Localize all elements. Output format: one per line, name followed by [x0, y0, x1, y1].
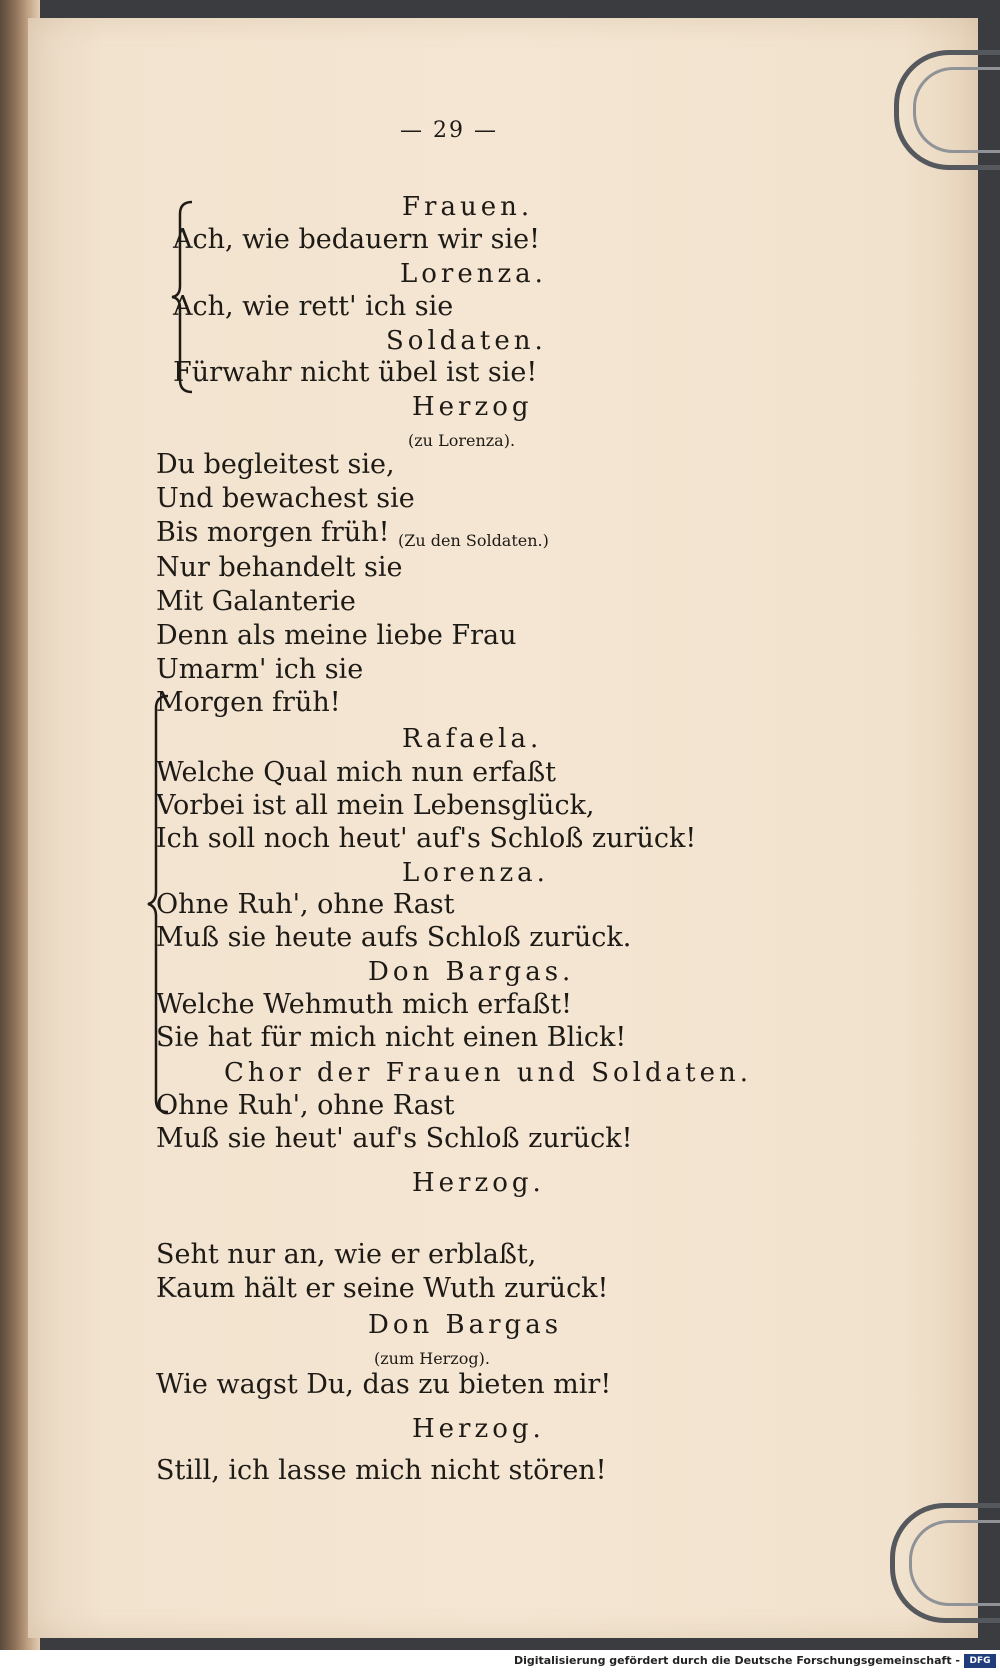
page-clip-bottom: [890, 1503, 1000, 1623]
verse-line: Sie hat für mich nicht einen Blick!: [156, 1022, 627, 1053]
verse-line: Seht nur an, wie er erblaßt,: [156, 1239, 537, 1270]
speaker-lorenza: Lorenza.: [400, 259, 547, 289]
speaker-don-bargas: Don Bargas: [368, 1310, 563, 1340]
verse-line: Umarm' ich sie: [156, 654, 364, 685]
verse-line: Vorbei ist all mein Lebensglück,: [156, 790, 595, 821]
page-clip-top: [894, 50, 1000, 170]
speaker-chor: Chor der Frauen und Soldaten.: [224, 1058, 752, 1088]
footer-bar: [0, 1650, 1000, 1674]
verse-line: Welche Qual mich nun erfaßt: [156, 757, 557, 788]
speaker-herzog: Herzog: [412, 392, 533, 422]
verse-line: Ach, wie rett' ich sie: [173, 291, 454, 322]
verse-line: Wie wagst Du, das zu bieten mir!: [156, 1369, 612, 1400]
clip-inner-top: [913, 67, 1000, 153]
speaker-herzog: Herzog.: [412, 1414, 545, 1444]
book-page: [28, 18, 978, 1638]
funding-credit: Digitalisierung gefördert durch die Deutsche Forschungsgemeinschaft -: [513, 1654, 960, 1667]
dfg-logo: DFG: [964, 1654, 996, 1668]
stage-direction: (zu Lorenza).: [408, 431, 516, 450]
verse-line: Nur behandelt sie: [156, 552, 403, 583]
speaker-frauen: Frauen.: [402, 192, 534, 222]
verse-line: Ich soll noch heut' auf's Schloß zurück!: [156, 823, 697, 854]
verse-line: Ach, wie bedauern wir sie!: [173, 224, 540, 255]
verse-line: Denn als meine liebe Frau: [156, 620, 517, 651]
speaker-don-bargas: Don Bargas.: [368, 957, 575, 987]
verse-line: Muß sie heute aufs Schloß zurück.: [156, 922, 632, 953]
verse-line: Ohne Ruh', ohne Rast: [156, 1090, 455, 1121]
speaker-rafaela: Rafaela.: [402, 724, 543, 754]
stage-direction: (zum Herzog).: [374, 1349, 490, 1368]
speaker-herzog: Herzog.: [412, 1168, 545, 1198]
verse-line: Du begleitest sie,: [156, 449, 395, 480]
verse-line: Bis morgen früh!: [156, 517, 390, 548]
verse-line: Fürwahr nicht übel ist sie!: [173, 357, 538, 388]
stage-direction: (Zu den Soldaten.): [398, 531, 549, 550]
verse-line: Welche Wehmuth mich erfaßt!: [156, 989, 573, 1020]
verse-line: Mit Galanterie: [156, 586, 356, 617]
verse-line: Still, ich lasse mich nicht stören!: [156, 1455, 607, 1486]
verse-line: Morgen früh!: [156, 687, 341, 718]
verse-line: Muß sie heut' auf's Schloß zurück!: [156, 1123, 633, 1154]
clip-inner-bottom: [909, 1520, 1000, 1606]
page-number: — 29 —: [400, 118, 498, 143]
speaker-soldaten: Soldaten.: [386, 326, 547, 356]
speaker-lorenza: Lorenza.: [402, 858, 549, 888]
verse-line: Ohne Ruh', ohne Rast: [156, 889, 455, 920]
verse-line: Kaum hält er seine Wuth zurück!: [156, 1273, 609, 1304]
verse-line: Und bewachest sie: [156, 483, 415, 514]
